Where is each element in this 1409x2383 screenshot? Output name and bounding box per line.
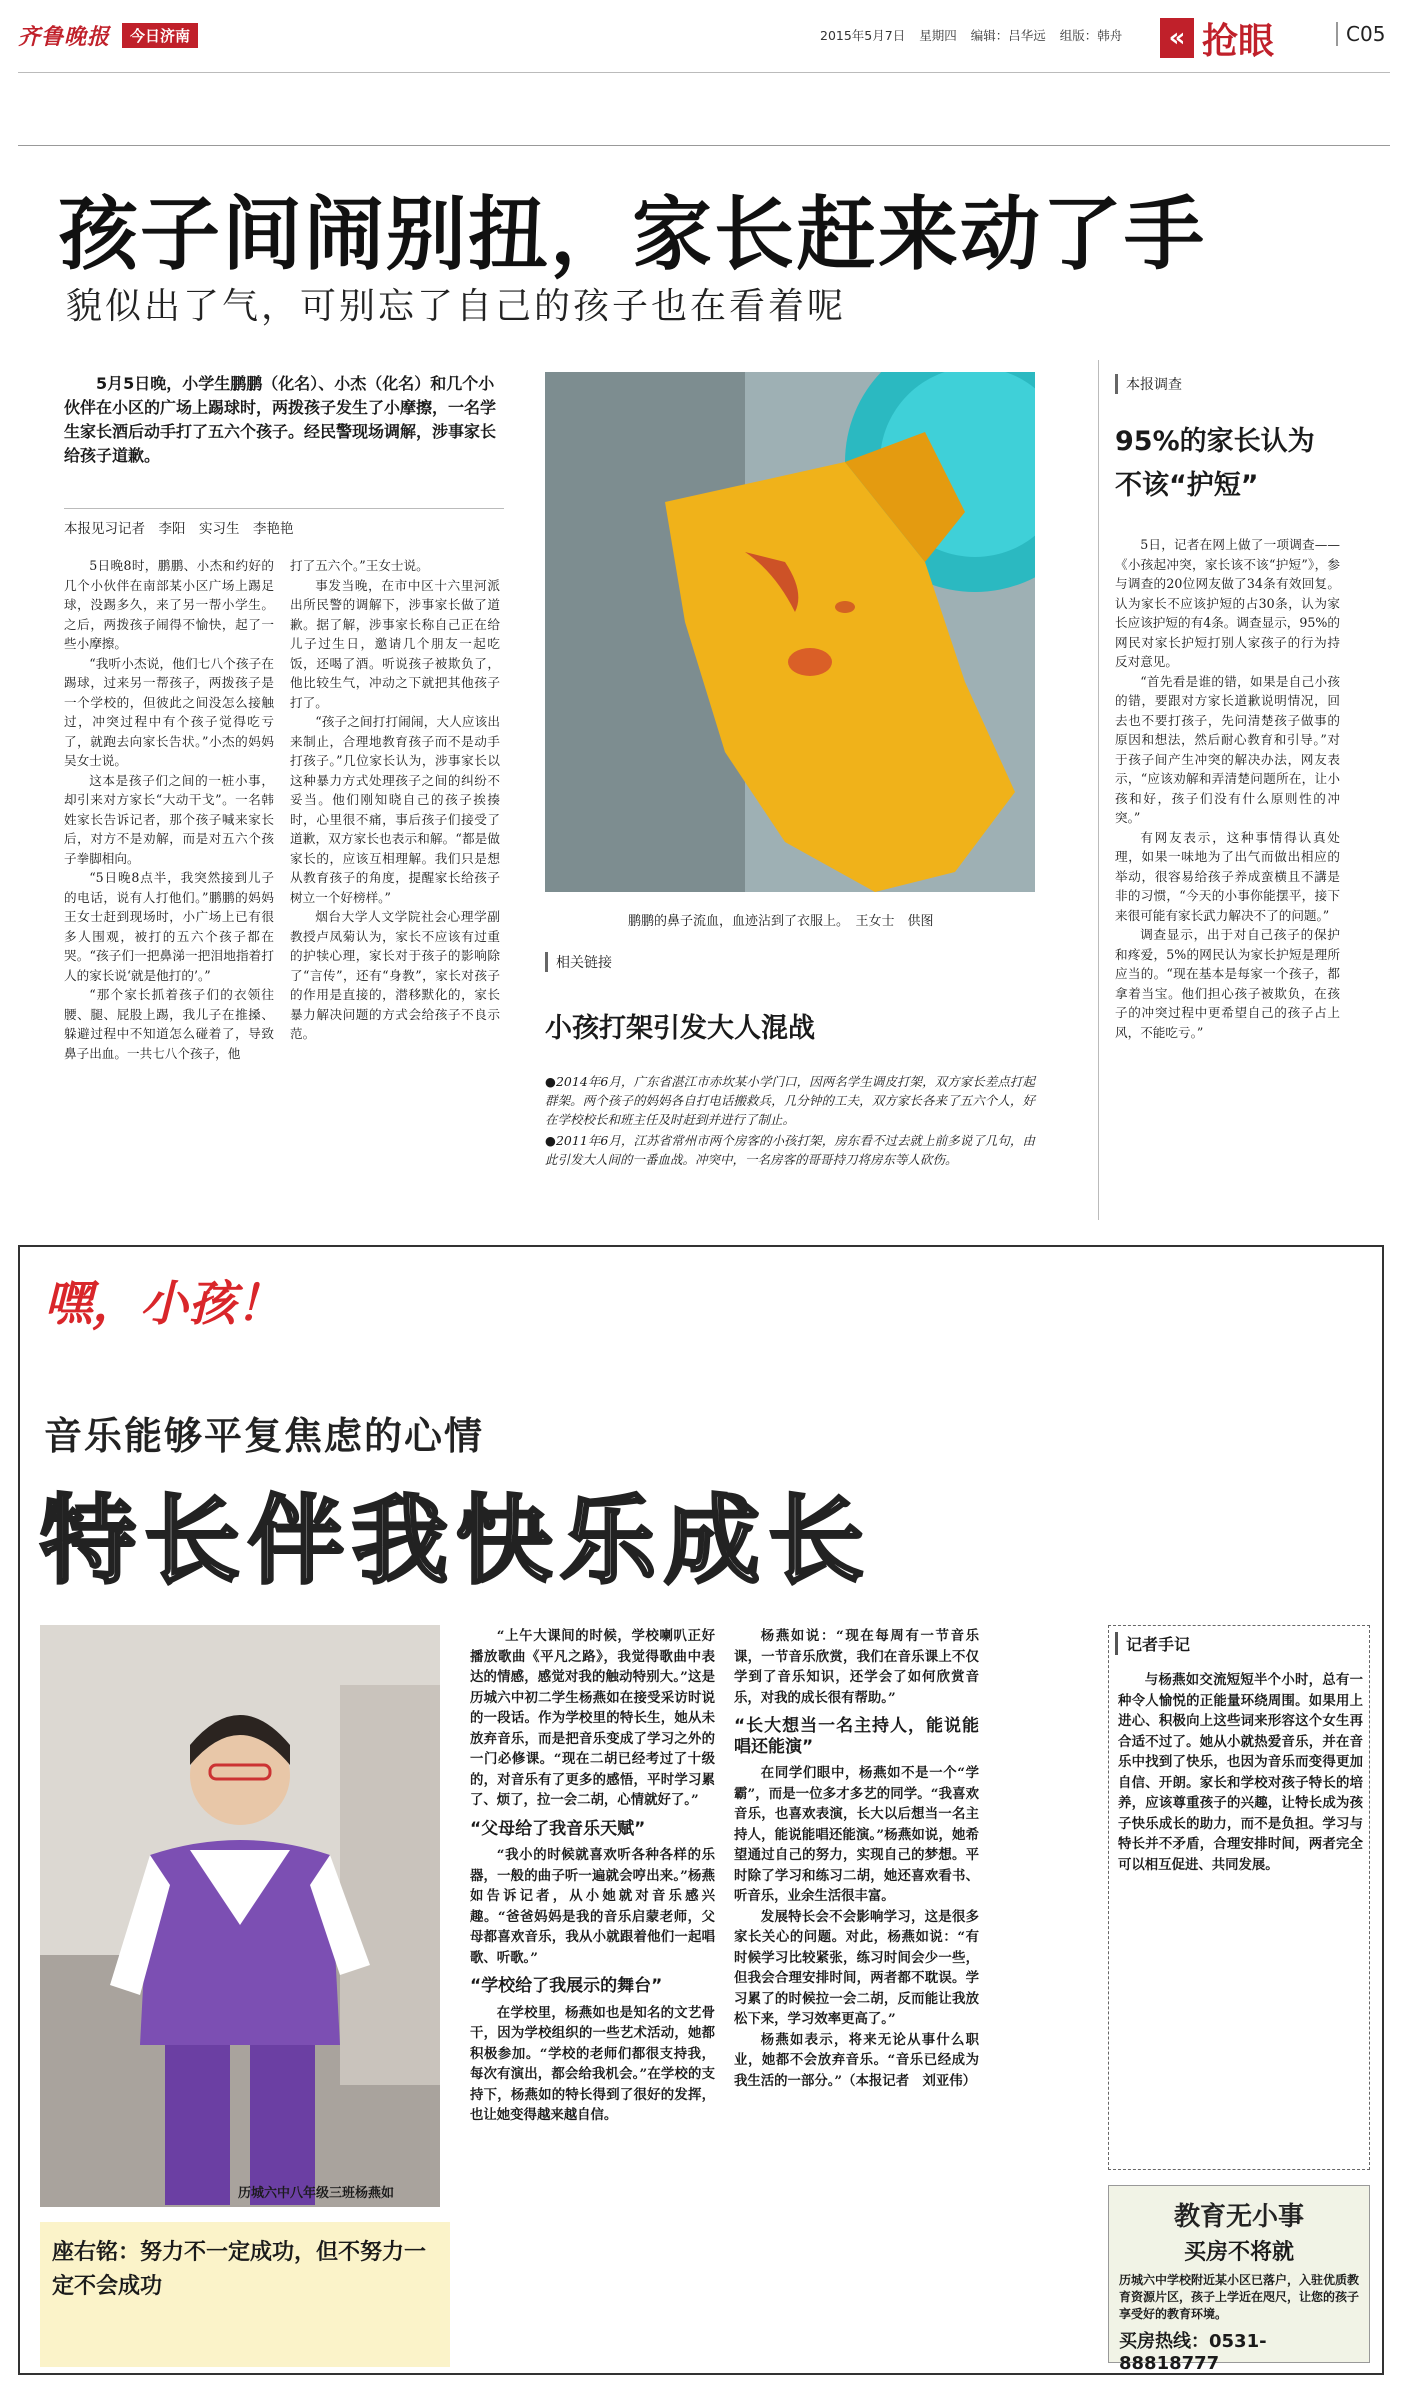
- section-name: 今日济南: [122, 23, 198, 48]
- ad-title: 教育无小事: [1173, 2202, 1304, 2232]
- subheading: “父母给了我音乐天赋”: [470, 1818, 646, 1839]
- feature-column-1: [470, 1626, 715, 2126]
- related-item: ●2011年6月，江苏省常州市两个房客的小孩打架，房东看不过去就上前多说了几句，由此引发大人间的一番血战。冲突中，一名房客的哥哥持刀将房东等人砍伤。: [545, 1133, 1035, 1167]
- paragraph: 打了五六个。”王女士说。: [290, 558, 429, 573]
- masthead-divider: [18, 72, 1390, 73]
- photo-caption: 鹏鹏的鼻子流血，血迹沾到了衣服上。 王女士 供图: [628, 914, 934, 929]
- paragraph: 在学校里，杨燕如也是知名的文艺骨干，因为学校组织的一些艺术活动，她都积极参加。“学校的老师们都很支持我，每次有演出，都会给我机会。”在学校的支持下，杨燕如的特长得到了很好的发挥，也让她变得越来越自信。: [470, 2004, 715, 2123]
- real-estate-ad: [1108, 2185, 1370, 2374]
- paragraph: “首先看是谁的错，如果是自己小孩的错，要跟对方家长道歉说明情况，回去也不要打孩子，先问清楚孩子做事的原因和想法，然后耐心教育和引导。”对于孩子间产生冲突的解决办法，网友表示，“应该劝解和弄清楚问题所在，让小孩和好，孩子们没有什么原则性的冲突。”: [1115, 673, 1340, 825]
- ad-phone: 买房热线：0531-88818777: [1119, 2331, 1267, 2374]
- issue-date: 2015年5月7日: [820, 28, 906, 43]
- student-photo-caption: 历城六中八年级三班杨燕如: [238, 2186, 395, 2201]
- photo-illustration: [545, 372, 1035, 892]
- feature-column-2: [734, 1626, 979, 2091]
- masthead-divider-lower: [18, 145, 1390, 146]
- student-illustration: [40, 1625, 440, 2207]
- paragraph: “上午大课间的时候，学校喇叭正好播放歌曲《平凡之路》，我觉得歌曲中表达的情感，感觉对我的触动特别大。”这是历城六中初二学生杨燕如在接受采访时说的一段话。作为学校里的特长生，她从未放弃音乐，而是把音乐变成了学习之外的一门必修课。“现在二胡已经考过了十级的，对音乐有了更多的感悟，平时学习累了、烦了，拉一会二胡，心情就好了。”: [470, 1628, 715, 1808]
- paragraph: “我小的时候就喜欢听各种各样的乐器，一般的曲子听一遍就会哼出来。”杨燕如告诉记者，从小她就对音乐感兴趣。“爸爸妈妈是我的音乐启蒙老师，父母都喜欢音乐，我从小就跟着他们一起唱歌、听歌。”: [470, 1847, 715, 1966]
- survey-title: [1115, 420, 1355, 508]
- masthead-left: [18, 18, 198, 52]
- paragraph: “那个家长抓着孩子们的衣领往腰、腿、屁股上踢，我儿子在推搡、躲避过程中不知道怎么碰着了，导致鼻子出血。一共七八个孩子，他: [64, 987, 274, 1061]
- story-column-1: [64, 556, 274, 1063]
- ad-subtitle: 买房不将就: [1183, 2240, 1294, 2265]
- story-column-2: [290, 556, 500, 1044]
- feature-badge-text: 嘿，小孩！: [44, 1276, 285, 1332]
- paragraph: 发展特长会不会影响学习，这是很多家长关心的问题。对此，杨燕如说：“有时候学习比较紧张，练习时间会少一些，但我会合理安排时间，两者都不耽误。学习累了的时候拉一会二胡，反而能让我放松下来，学习效率更高了。”: [734, 1908, 979, 2027]
- paragraph: 与杨燕如交流短短半个小时，总有一种令人愉悦的正能量环绕周围。如果用上进心、积极向上这些词来形容这个女生再合适不过了。她从小就热爱音乐，并在音乐中找到了快乐，也因为音乐而变得更加自信、开朗。家长和学校对孩子特长的培养，应该尊重孩子的兴趣，让特长成为孩子快乐成长的助力，而不是负担。学习与特长并不矛盾，合理安排时间，两者完全可以相互促进、共同发展。: [1118, 1672, 1363, 1873]
- paragraph: 事发当晚，在市中区十六里河派出所民警的调解下，涉事家长做了道歉。据了解，涉事家长称自己正在给儿子过生日，邀请几个朋友一起吃饭，还喝了酒。听说孩子被欺负了，他比较生气，冲动之下就把其他孩子打了。: [290, 577, 500, 710]
- section-tag-label: 抢眼: [1202, 20, 1275, 62]
- feature-badge: [44, 1265, 284, 1334]
- paragraph: 有网友表示，这种事情得认真处理，如果一味地为了出气而做出相应的举动，很容易给孩子养成蛮横且不講是非的习惯，“今天的小事你能摆平，接下来很可能有家长武力解决不了的问题。”: [1115, 829, 1340, 923]
- reporter-note-body: [1118, 1670, 1363, 1875]
- paragraph: “孩子之间打打闹闹，大人应该出来制止，合理地教育孩子而不是动手打孩子。”几位家长认为，涉事家长以这种暴力方式处理孩子之间的纠纷不妥当。他们刚知晓自己的孩子挨揍时，心里很不痛，事后孩子们接受了道歉，双方家长也表示和解。“都是做家长的，应该互相理解。我们只是想从教育孩子的角度，提醒家长给孩子树立一个好榜样。”: [290, 714, 500, 905]
- paragraph: 杨燕如说：“现在每周有一节音乐课，一节音乐欣赏，我们在音乐课上不仅学到了音乐知识，还学会了如何欣赏音乐，对我的成长很有帮助。”: [734, 1628, 979, 1706]
- paragraph: 5日晚8时，鹏鹏、小杰和约好的几个小伙伴在南部某小区广场上踢足球，没踢多久，来了另一帮小学生。之后，两拨孩子闹得不愉快，起了一些小摩擦。: [64, 558, 274, 651]
- chevron-left-icon: «: [1160, 18, 1194, 58]
- designer-credit: 组版：韩舟: [1059, 28, 1123, 43]
- story-lede: 5月5日晚，小学生鹏鹏（化名）、小杰（化名）和几个小伙伴在小区的广场上踢球时，两拨孩子发生了小摩擦，一名学生家长酒后动手打了五六个孩子。经民警现场调解，涉事家长给孩子道歉。: [64, 374, 497, 465]
- feature-kicker: 音乐能够平复焦虑的心情: [44, 1414, 485, 1458]
- paragraph: “5日晚8点半，我突然接到儿子的电话，说有人打他们。”鹏鹏的妈妈王女士赶到现场时，小广场上已有很多人围观，被打的五六个孩子都在哭。“孩子们一把鼻涕一把泪地指着打人的家长说‘就是他打的’。”: [64, 870, 274, 983]
- survey-column: [1115, 535, 1340, 1042]
- subheading: “长大想当一名主持人，能说能唱还能演”: [734, 1716, 979, 1757]
- related-links-body: [545, 1072, 1035, 1171]
- paragraph: 烟台大学人文学院社会心理学副教授卢凤菊认为，家长不应该有过重的护犊心理，家长对于孩子的影响除了“言传”，还有“身教”，家长对孩子的作用是直接的，潜移默化的，家长暴力解决问题的方式会给孩子不良示范。: [290, 909, 500, 1041]
- related-links-label: 相关链接: [545, 952, 612, 972]
- issue-weekday: 星期四: [919, 28, 957, 43]
- bloodstained-sleeve-photo: [545, 372, 1035, 892]
- editor-credit: 编辑：吕华远: [970, 28, 1046, 43]
- paragraph: 这本是孩子们之间的一桩小事，却引来对方家长“大动干戈”。一名韩姓家长告诉记者，那个孩子喊来家长后，对方不是劝解，而是对五六个孩子拳脚相向。: [64, 772, 274, 866]
- story-byline: 本报见习记者 李阳 实习生 李艳艳: [64, 508, 504, 537]
- student-motto: 座右铭：努力不一定成功，但不努力一定不会成功: [40, 2222, 450, 2367]
- paragraph: 调查显示，出于对自己孩子的保护和疼爱，5%的网民认为家长护短是理所应当的。“现在基本是每家一个孩子，都拿着当宝。他们担心孩子被欺负，在孩子的冲突过程中更希望自己的孩子占上风，不能吃亏。”: [1115, 927, 1340, 1040]
- main-headline: 孩子间闹别扭，家长赶来动了手: [58, 188, 1206, 281]
- reporter-note-label: 记者手记: [1115, 1632, 1190, 1655]
- related-links-title: 小孩打架引发大人混战: [545, 1013, 815, 1044]
- ad-text: 历城六中学校附近某小区已落户，入驻优质教育资源片区，孩子上学近在咫尺，让您的孩子享受好的教育环境。: [1119, 2273, 1360, 2321]
- section-tag: [1160, 12, 1284, 64]
- student-photo: [40, 1625, 440, 2207]
- feature-headline: 特长伴我快乐成长: [40, 1485, 872, 1597]
- page-number: C05: [1336, 22, 1385, 46]
- survey-title-line-2: 不该“护短”: [1115, 470, 1259, 501]
- paragraph: 5日，记者在网上做了一项调查——《小孩起冲突，家长该不该“护短”》，参与调查的20位网友做了34条有效回复。认为家长不应该护短的占30条，认为家长应该护短的有4条。调查显示，95%的网民对家长护短打别人家孩子的行为持反对意见。: [1115, 537, 1340, 669]
- masthead-meta: [820, 26, 1122, 44]
- related-item: ●2014年6月，广东省湛江市赤坎某小学门口，因两名学生调皮打架，双方家长差点打起群架。两个孩子的妈妈各自打电话搬救兵，几分钟的工夫，双方家长各来了五六个人，好在学校校长和班主任及时赶到并进行了制止。: [545, 1074, 1035, 1127]
- sub-headline: 貌似出了气，可别忘了自己的孩子也在看着呢: [66, 286, 847, 327]
- survey-label: 本报调查: [1115, 374, 1182, 394]
- newspaper-logo: 齐鲁晚报: [18, 23, 111, 50]
- paragraph: “我听小杰说，他们七八个孩子在踢球，过来另一帮孩子，两拨孩子是一个学校的，但彼此之间没怎么接触过，冲突过程中有个孩子觉得吃亏了，就跑去向家长告状。”小杰的妈妈吴女士说。: [64, 655, 274, 768]
- survey-title-line-1: 95%的家长认为: [1115, 426, 1315, 457]
- paragraph: 在同学们眼中，杨燕如不是一个“学霸”，而是一位多才多艺的同学。“我喜欢音乐，也喜欢表演，长大以后想当一名主持人，能说能唱还能演。”杨燕如说，她希望通过自己的努力，实现自己的梦想。平时除了学习和练习二胡，她还喜欢看书、听音乐，业余生活很丰富。: [734, 1765, 979, 1904]
- subheading: “学校给了我展示的舞台”: [470, 1976, 663, 1996]
- column-divider: [1098, 360, 1099, 1220]
- paragraph: 杨燕如表示，将来无论从事什么职业，她都不会放弃音乐。“音乐已经成为我生活的一部分。”（本报记者 刘亚伟）: [734, 2031, 979, 2089]
